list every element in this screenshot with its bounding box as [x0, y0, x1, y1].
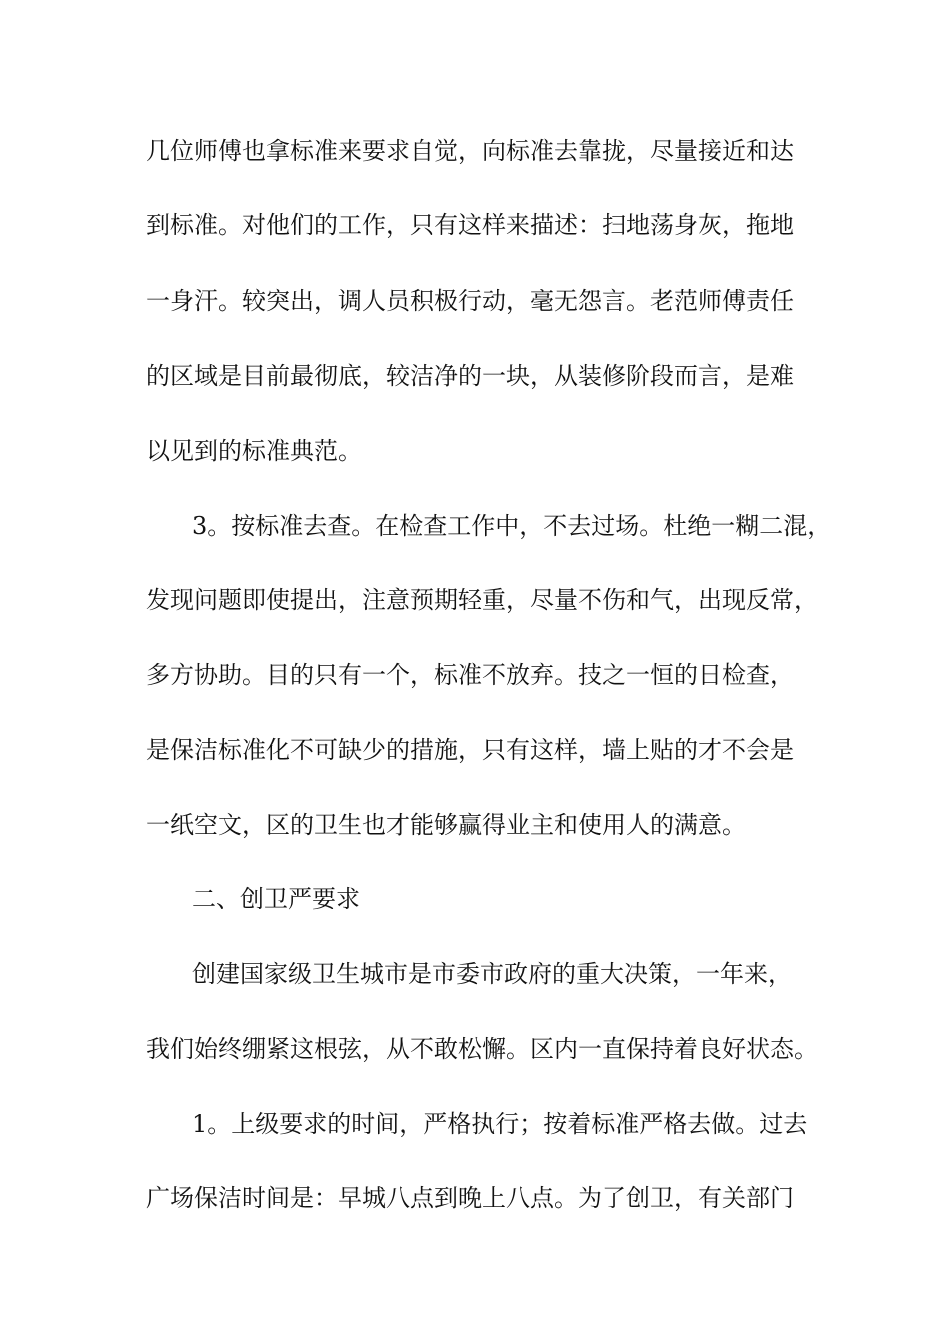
text-line: 1。上级要求的时间，严格执行；按着标准严格去做。过去 — [192, 1110, 808, 1138]
text-line: 创建国家级卫生城市是市委市政府的重大决策，一年来， — [192, 960, 792, 988]
text-line: 3。按标准去查。在检查工作中，不去过场。杜绝一糊二混， — [192, 512, 832, 540]
text-line: 发现问题即使提出，注意预期轻重，尽量不伤和气，出现反常， — [146, 586, 818, 614]
text-line: 多方协助。目的只有一个，标准不放弃。技之一恒的日检查， — [146, 661, 794, 689]
text-line: 的区域是目前最彻底，较洁净的一块，从装修阶段而言，是难 — [146, 362, 794, 390]
text-line: 是保洁标准化不可缺少的措施，只有这样，墙上贴的才不会是 — [146, 736, 794, 764]
text-line: 一纸空文，区的卫生也才能够赢得业主和使用人的满意。 — [146, 811, 746, 839]
text-line: 一身汗。较突出，调人员积极行动，毫无怨言。老范师傅责任 — [146, 287, 794, 315]
text-line: 广场保洁时间是：早城八点到晚上八点。为了创卫，有关部门 — [146, 1184, 794, 1212]
text-line: 到标准。对他们的工作，只有这样来描述：扫地荡身灰，拖地 — [146, 211, 794, 239]
text-line: 以见到的标准典范。 — [146, 437, 362, 465]
section-heading: 二、创卫严要求 — [192, 885, 360, 913]
text-line: 我们始终绷紧这根弦，从不敢松懈。区内一直保持着良好状态。 — [146, 1035, 818, 1063]
text-line: 几位师傅也拿标准来要求自觉，向标准去靠拢，尽量接近和达 — [146, 137, 794, 165]
